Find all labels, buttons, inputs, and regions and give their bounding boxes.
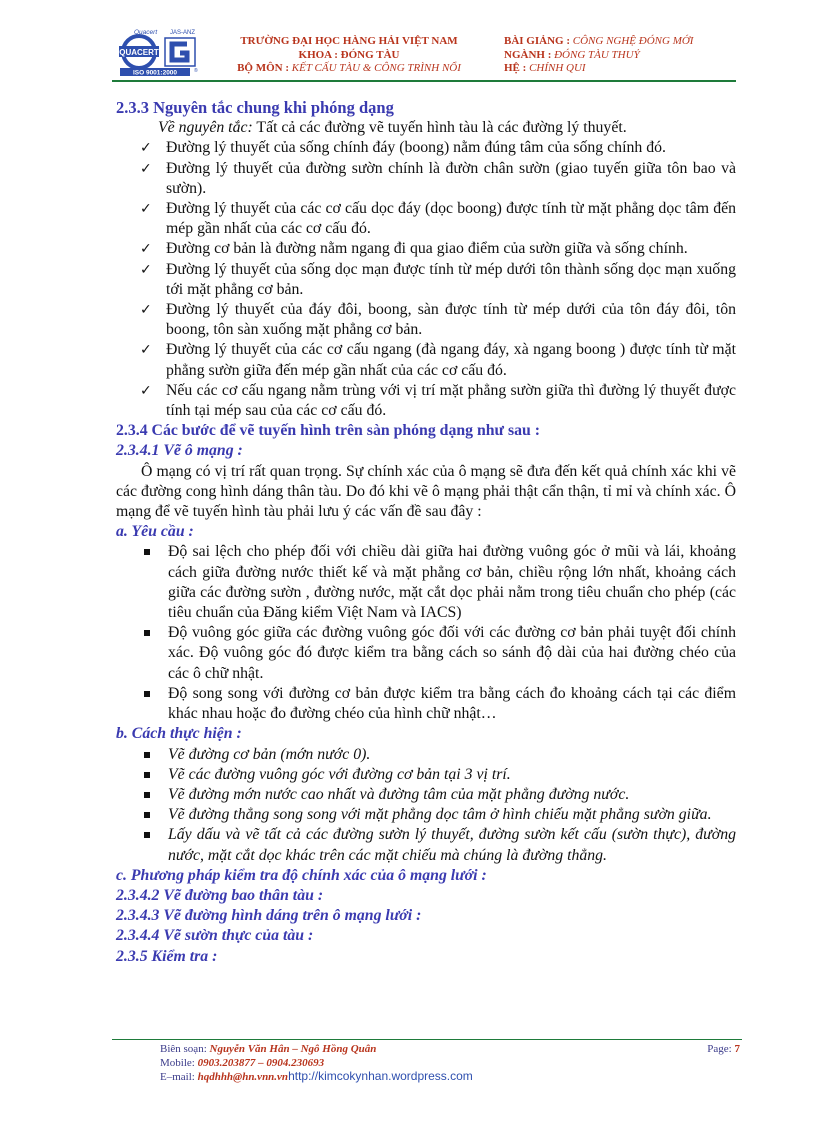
svg-text:®: ® (194, 68, 198, 74)
check-icon: ✓ (140, 382, 152, 399)
list-item: Vẽ đường cơ bản (mớn nước 0). (116, 745, 736, 765)
list-item: ✓ Đường lý thuyết của đáy đôi, boong, sàn được tính từ mép dưới của tôn đáy đôi, tôn boong, tôn sàn xuống mặt phẳng cơ bản. (140, 301, 736, 339)
principle-list (116, 138, 736, 421)
check-icon: ✓ (140, 241, 152, 258)
list-item: Vẽ đường thẳng song song với mặt phẳng dọc tâm ở hình chiếu mặt phẳng sườn giữa. (116, 805, 736, 825)
square-bullet-icon (144, 630, 150, 636)
check-icon: ✓ (140, 160, 152, 177)
square-bullet-icon (144, 812, 150, 818)
quacert-logo (114, 26, 200, 78)
section-heading-2-3-5: 2.3.5 Kiểm tra : (116, 947, 218, 965)
subheading-2-3-4-1: 2.3.4.1 Vẽ ô mạng : (116, 442, 243, 460)
footer-divider (112, 1039, 742, 1040)
method-title: b. Cách thực hiện : (116, 725, 242, 743)
subheading-2-3-4-4: 2.3.4.4 Vẽ sườn thực của tàu : (116, 927, 314, 945)
section-heading-2-3-3: 2.3.3 Nguyên tắc chung khi phóng dạng (116, 98, 394, 117)
header-left (214, 35, 484, 76)
square-bullet-icon (144, 752, 150, 758)
square-bullet-icon (144, 792, 150, 798)
department: BỘ MÔN : KẾT CẤU TÀU & CÔNG TRÌNH NỔI (237, 62, 461, 74)
method-list (116, 745, 736, 866)
footer-author: Biên soạn: Nguyễn Văn Hân – Ngô Hồng Quân (160, 1043, 377, 1055)
page-content (116, 98, 736, 967)
check-method-title: c. Phương pháp kiểm tra độ chính xác của ô mạng lưới : (116, 866, 487, 884)
subheading-2-3-4-3: 2.3.4.3 Vẽ đường hình dáng trên ô mạng lưới : (116, 907, 422, 925)
list-item: Độ sai lệch cho phép đối với chiều dài giữa hai đường vuông góc ở mũi và lái, khoảng cách giữa đường nước thiết kế và mặt phẳng cơ bản, chiều rộng lớn nhất, khoảng cách giữa các đường sườn , đường nước, mặt cắt dọc phải nằm trong tiêu chuẩn cho phép (các tiêu chuẩn của Đăng kiểm Việt Nam và IACS) (116, 542, 736, 623)
check-icon: ✓ (140, 201, 152, 218)
list-item: Độ song song với đường cơ bản được kiểm tra bằng cách đo khoảng cách tại các điểm khác nhau hoặc đo đường chéo của hình chữ nhật… (116, 684, 736, 724)
grid-paragraph: Ô mạng có vị trí rất quan trọng. Sự chính xác của ô mạng sẽ đưa đến kết quả chính xác khi vẽ các đường cong hình dáng thân tàu. Do đó khi vẽ ô mạng phải thật cẩn thận, tỉ mỉ và chính xác. Ô mạng để vẽ tuyến hình tàu phải lưu ý các vấn đề sau đây : (116, 462, 736, 521)
list-item: ✓ Nếu các cơ cấu ngang nằm trùng với vị trí mặt phẳng sườn giữa thì đường lý thuyết được tính tại mép sau của các cơ cấu đó. (140, 381, 736, 420)
list-item: Vẽ đường mớn nước cao nhất và đường tâm của mặt phẳng đường nước. (116, 785, 736, 805)
check-icon: ✓ (140, 342, 152, 359)
header-divider (112, 80, 736, 82)
list-item: ✓ Đường cơ bản là đường nằm ngang đi qua giao điểm của sườn giữa và sống chính. (116, 239, 736, 259)
square-bullet-icon (144, 832, 150, 838)
principle-intro: Về nguyên tắc: Tất cả các đường vẽ tuyến hình tàu là các đường lý thuyết. (158, 119, 627, 137)
major: NGÀNH : ĐÓNG TÀU THUỶ (504, 48, 640, 61)
page-number: Page: 7 (707, 1043, 740, 1055)
footer-mobile: Mobile: 0903.203877 – 0904.230693 (160, 1056, 325, 1069)
system: HỆ : CHÍNH QUI (504, 62, 586, 74)
header-right (504, 35, 744, 76)
footer-email: E–mail: hqdhhh@hn.vnn.vnhttp://kimcokynhan.wordpress.com (160, 1069, 473, 1083)
lecture-title: BÀI GIẢNG : CÔNG NGHỆ ĐÓNG MỚI (504, 35, 694, 47)
check-icon: ✓ (140, 302, 152, 319)
list-item: ✓ Đường lý thuyết của đường sườn chính là đườn chân sườn (giao tuyến giữa tôn bao và sườn). (140, 159, 736, 197)
square-bullet-icon (144, 691, 150, 697)
list-item: Độ vuông góc giữa các đường vuông góc đối với các đường cơ bản phải tuyệt đối chính xác. Độ vuông góc đó được kiểm tra bằng cách so sánh độ dài của hai đường chéo của các ô chữ nhật. (116, 623, 736, 684)
list-item: ✓ Đường lý thuyết của sống dọc mạn được tính từ mép dưới tôn thành sống dọc mạn xuống tới mặt phẳng cơ bản. (140, 260, 736, 298)
check-icon: ✓ (140, 261, 152, 278)
svg-text:Quacert: Quacert (134, 29, 158, 36)
svg-text:QUACERT: QUACERT (119, 48, 159, 57)
list-item: ✓ Đường lý thuyết của các cơ cấu ngang (đà ngang đáy, xà ngang boong ) được tính từ mặt phẳng sườn giữa đến mép gần nhất của các cơ cấu đó. (140, 341, 736, 379)
list-item: Lấy dấu và vẽ tất cả các đường sườn lý thuyết, đường sườn kết cấu (sườn thực), đường nước, mặt cắt dọc khác trên các mặt chiếu mà chúng là đường thẳng. (116, 825, 736, 865)
svg-text:ISO 9001:2000: ISO 9001:2000 (132, 69, 178, 77)
svg-text:JAS-ANZ: JAS-ANZ (170, 30, 196, 36)
subheading-2-3-4-2: 2.3.4.2 Vẽ đường bao thân tàu : (116, 886, 324, 904)
list-item: ✓ Đường lý thuyết của các cơ cấu dọc đáy (dọc boong) được tính từ mặt phẳng dọc tâm đến mép gần nhất của các cơ cấu đó. (140, 200, 736, 238)
website-link[interactable]: http://kimcokynhan.wordpress.com (288, 1069, 473, 1083)
faculty-name: KHOA : ĐÓNG TÀU (298, 48, 400, 61)
requirements-title: a. Yêu cầu : (116, 523, 194, 541)
requirements-list (116, 542, 736, 724)
list-item: ✓ Đường lý thuyết của sống chính đáy (boong) nằm đúng tâm của sống chính đó. (116, 138, 736, 158)
square-bullet-icon (144, 549, 150, 555)
check-icon: ✓ (140, 140, 152, 157)
section-heading-2-3-4: 2.3.4 Các bước để vẽ tuyến hình trên sàn phóng dạng như sau : (116, 422, 541, 440)
square-bullet-icon (144, 772, 150, 778)
list-item: Vẽ các đường vuông góc với đường cơ bản tại 3 vị trí. (116, 765, 736, 785)
footer-info (160, 1043, 560, 1085)
university-name: TRƯỜNG ĐẠI HỌC HÀNG HẢI VIỆT NAM (240, 35, 458, 47)
